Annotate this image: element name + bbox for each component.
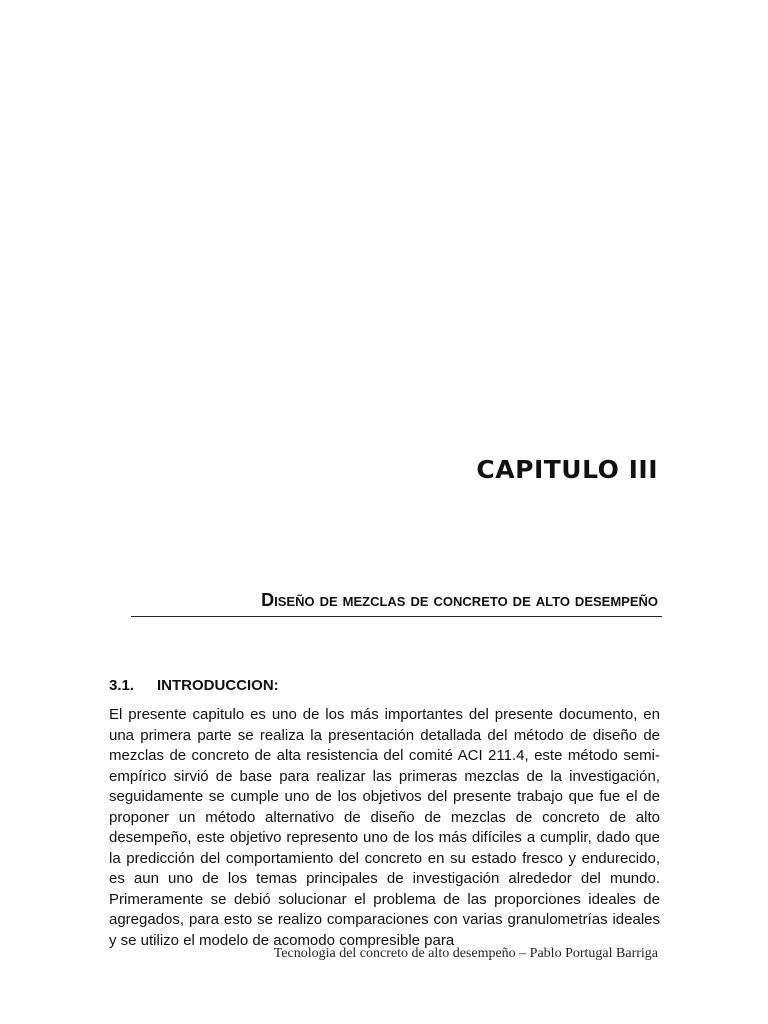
page-footer: Tecnologia del concreto de alto desempeño – Pablo Portugal Barriga	[273, 946, 658, 961]
chapter-subtitle: Diseño de mezclas de concreto de alto desempeño	[261, 590, 658, 610]
body-paragraph: El presente capitulo es uno de los más importantes del presente documento, en una primera parte se realiza la presentación detallada del método de diseño de mezclas de concreto de alta resistencia del comité ACI 211.4, este método semi-empírico sirvió de base para realizar las primeras mezclas de la investigación, seguidamente se cumple uno de los objetivos del presente trabajo que fue el de proponer un método alternativo de diseño de mezclas de concreto de alto desempeño, este objetivo represento uno de los más difíciles a cumplir, dado que la predicción del comportamiento del concreto en su estado fresco y endurecido, es aun uno de los temas principales de investigación alrededor del mundo. Primeramente se debió solucionar el problema de las proporciones ideales de agregados, para esto se realizo comparaciones con varias granulometrías ideales y se utilizo el modelo de acomodo compresible para	[109, 706, 660, 949]
section-title: INTRODUCCION:	[157, 677, 279, 694]
chapter-title: CAPITULO III	[476, 455, 658, 484]
section-number: 3.1.	[109, 677, 135, 694]
subtitle-divider	[131, 616, 662, 617]
section-heading	[109, 677, 279, 694]
